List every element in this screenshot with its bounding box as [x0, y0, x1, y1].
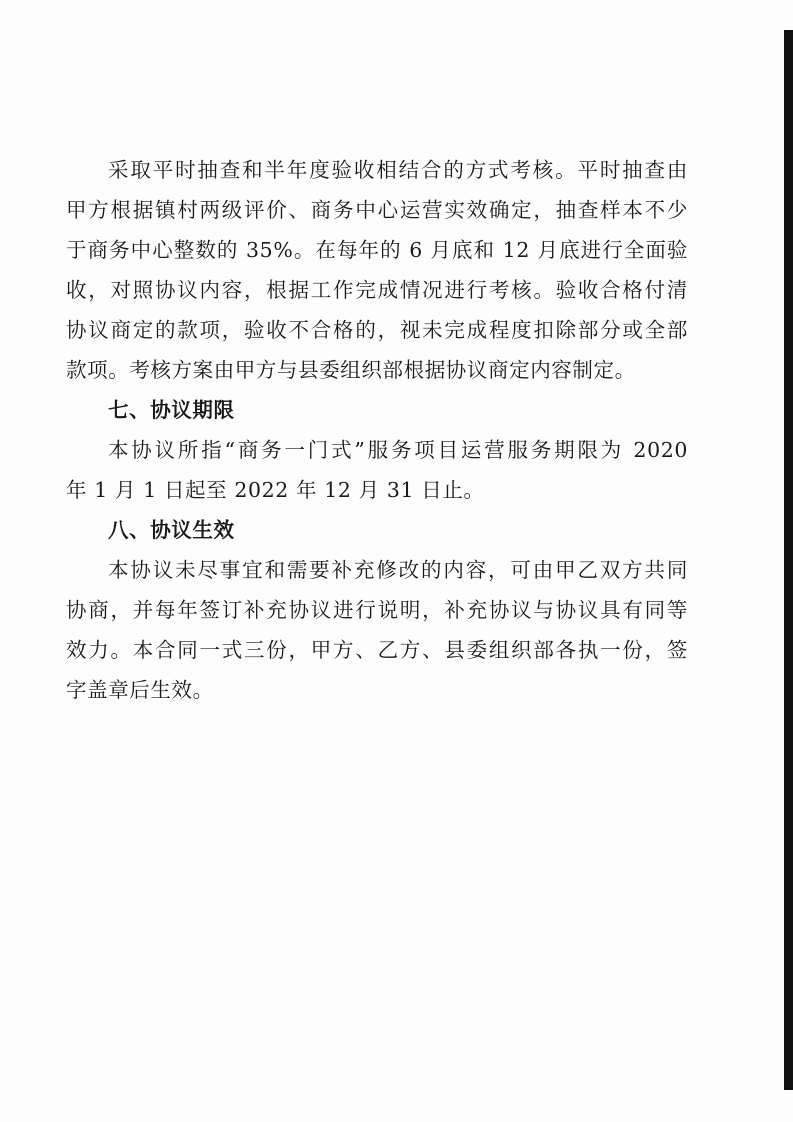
effect-paragraph [66, 550, 688, 710]
paragraph-line: 年 1 月 1 日起至 2022 年 12 月 31 日止。 [66, 478, 485, 502]
paragraph-line: 协议商定的款项，验收不合格的，视未完成程度扣除部分或全部 [66, 318, 688, 342]
paragraph-line: 本协议所指“商务一门式”服务项目运营服务期限为 2020 [108, 438, 688, 462]
term-paragraph [66, 430, 688, 510]
paragraph-line: 采取平时抽查和半年度验收相结合的方式考核。平时抽查由 [108, 158, 688, 182]
paragraph-line: 款项。考核方案由甲方与县委组织部根据协议商定内容制定。 [66, 358, 636, 382]
assessment-paragraph [66, 150, 688, 390]
section-heading-effect: 八、协议生效 [108, 518, 235, 542]
paragraph-line: 协商，并每年签订补充协议进行说明，补充协议与协议具有同等 [66, 598, 688, 622]
scan-edge-shadow [784, 30, 793, 1090]
document-body [66, 150, 688, 710]
paragraph-line: 收，对照协议内容，根据工作完成情况进行考核。验收合格付清 [66, 278, 688, 302]
paragraph-line: 于商务中心整数的 35%。在每年的 6 月底和 12 月底进行全面验 [66, 238, 688, 262]
paragraph-line: 效力。本合同一式三份，甲方、乙方、县委组织部各执一份，签 [66, 638, 688, 662]
paragraph-line: 字盖章后生效。 [66, 678, 214, 702]
section-heading-term: 七、协议期限 [108, 398, 235, 422]
paragraph-line: 本协议未尽事宜和需要补充修改的内容，可由甲乙双方共同 [108, 558, 688, 582]
paragraph-line: 甲方根据镇村两级评价、商务中心运营实效确定，抽查样本不少 [66, 198, 688, 222]
